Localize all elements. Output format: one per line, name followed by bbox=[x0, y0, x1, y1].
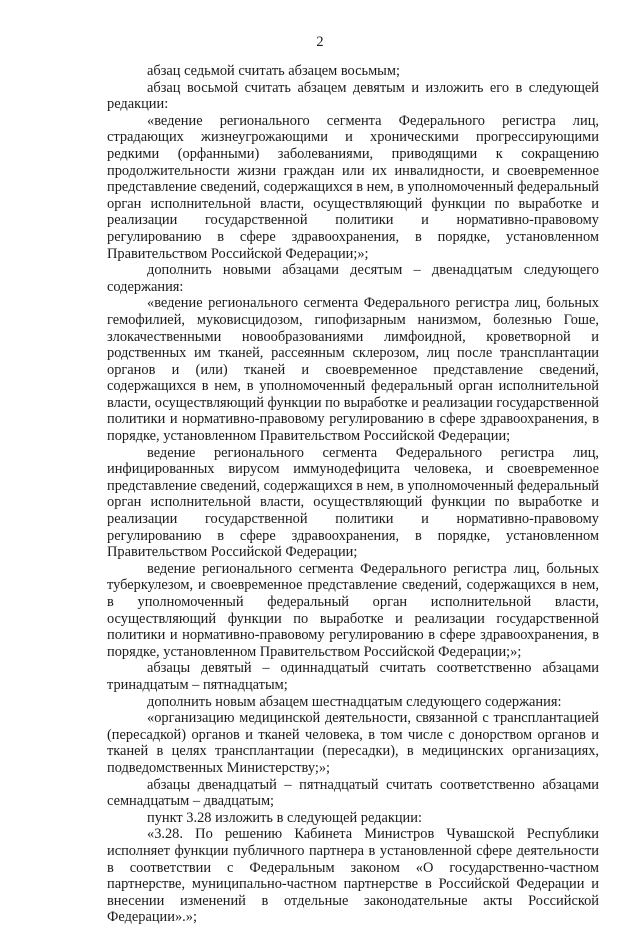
paragraph: абзац седьмой считать абзацем восьмым; bbox=[147, 63, 400, 79]
paragraph: пункт 3.28 изложить в следующей редакции: bbox=[147, 809, 422, 826]
paragraph: дополнить новым абзацем шестнадцатым следующего содержания: bbox=[147, 693, 562, 710]
paragraph: «ведение регионального сегмента Федерального регистра лиц, больных гемофилией, муковисцидозом, гипофизарным нанизмом, болезнью Гоше, злокачественными новообразованиями лимфоидной, кроветворной и родственных им тканей, рассеянным склерозом, лиц после трансплантации органов и (или) тканей и своевременное представление сведений, содержащихся в нем, в уполномоченный федеральный орган исполнительной власти, осуществляющий функции по выработке и реализации государственной политики и нормативно-правовому регулированию в сфере здравоохранения, в порядке, установленном Правительством Российской Федерации; bbox=[107, 295, 599, 445]
paragraph: «3.28. По решению Кабинета Министров Чувашской Республики исполняет функции публичного партнера в установленной сфере деятельности в соответствии с Федеральным законом «О государственно-частном партнерстве, муниципально-частном партнерстве в Российской Федерации и внесении изменений в отдельные законодательные акты Российской Федерации».»; bbox=[107, 826, 599, 926]
paragraph: дополнить новыми абзацами десятым – двенадцатым следующего содержания: bbox=[107, 262, 599, 295]
paragraph: «организацию медицинской деятельности, связанной с трансплантацией (пересадкой) органов и тканей человека, в том числе с донорством органов и тканей в целях трансплантации (пересадки), в медицинских организациях, подведомственных Министерству;»; bbox=[107, 710, 599, 776]
document-body bbox=[107, 63, 599, 926]
paragraph: абзац восьмой считать абзацем девятым и изложить его в следующей редакции: bbox=[107, 79, 599, 113]
page-number: 2 bbox=[316, 34, 324, 50]
paragraph: абзацы двенадцатый – пятнадцатый считать соответственно абзацами семнадцатым – двадцатым; bbox=[107, 776, 599, 810]
paragraph: абзацы девятый – одиннадцатый считать соответственно абзацами тринадцатым – пятнадцатым; bbox=[107, 660, 599, 693]
paragraph: ведение регионального сегмента Федерального регистра лиц, инфицированных вирусом иммунодефицита человека, и своевременное представление сведений, содержащихся в нем, в уполномоченный федеральный орган исполнительной власти, осуществляющий функции по выработке и реализации государственной политики и нормативно-правовому регулированию в сфере здравоохранения, в порядке, установленном Правительством Российской Федерации; bbox=[107, 444, 599, 561]
paragraph: «ведение регионального сегмента Федерального регистра лиц, страдающих жизнеугрожающими и хроническими прогрессирующими редкими (орфанными) заболеваниями, приводящими к сокращению продолжительности жизни граждан или их инвалидности, и своевременное представление сведений, содержащихся в нем, в уполномоченный федеральный орган исполнительной власти, осуществляющий функции по выработке и реализации государственной политики и нормативно-правовому регулированию в сфере здравоохранения, в порядке, установленном Правительством Российской Федерации;»; bbox=[107, 112, 599, 262]
paragraph: ведение регионального сегмента Федерального регистра лиц, больных туберкулезом, и своевременное представление сведений, содержащихся в нем, в уполномоченный федеральный орган исполнительной власти, осуществляющий функции по выработке и реализации государственной политики и нормативно-правовому регулированию в сфере здравоохранения, в порядке, установленном Правительством Российской Федерации;»; bbox=[107, 560, 599, 660]
